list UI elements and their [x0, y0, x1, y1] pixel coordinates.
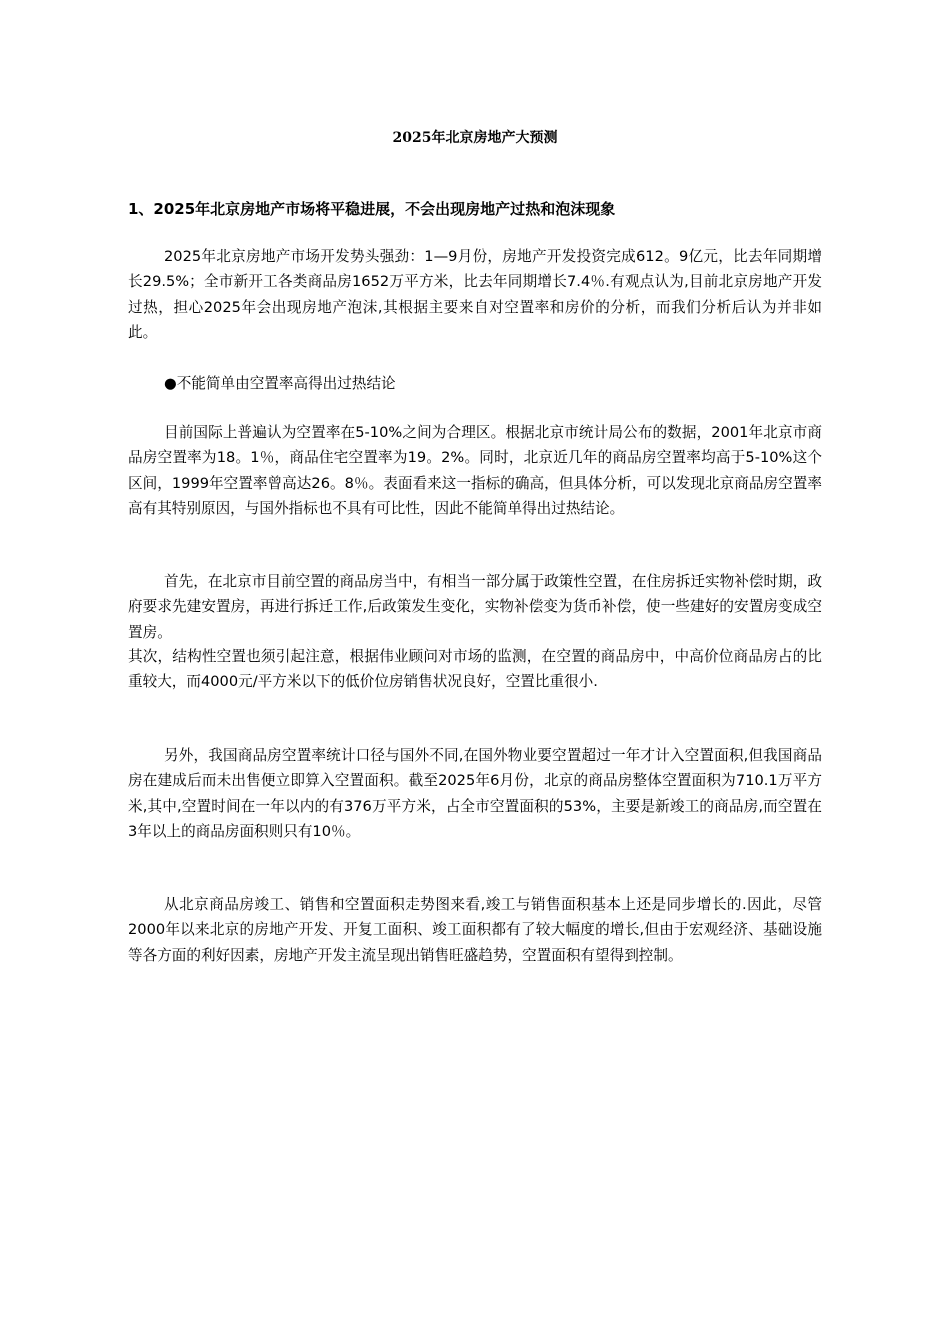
bullet-dot-icon: ●: [164, 375, 177, 392]
paragraph-statistics-methodology: 另外，我国商品房空置率统计口径与国外不同,在国外物业要空置超过一年才计入空置面积,但我国商品房在建成后而未出售便立即算入空置面积。截至2025年6月份，北京的商品房整体空置面积为710.1万平方米,其中,空置时间在一年以内的有376万平方米，占全市空置面积的53%，主要是新竣工的商品房,而空置在3年以上的商品房面积则只有10％。: [128, 747, 822, 840]
bullet-text: 不能简单由空置率高得出过热结论: [176, 375, 396, 392]
paragraph-vacancy-rate: 目前国际上普遍认为空置率在5-10%之间为合理区。根据北京市统计局公布的数据，2001年北京市商品房空置率为18。1％，商品住宅空置率为19。2%。同时，北京近几年的商品房空置率均高于5-10%这个区间，1999年空置率曾高达26。8％。表面看来这一指标的确高，但具体分析，可以发现北京商品房空置率高有其特别原因，与国外指标也不具有可比性，因此不能简单得出过热结论。: [128, 424, 822, 517]
paragraph-market-momentum: 2025年北京房地产市场开发势头强劲：1—9月份，房地产开发投资完成612。9亿元，比去年同期增长29.5%；全市新开工各类商品房1652万平方米，比去年同期增长7.4％.有观点认为,目前北京房地产开发过热，担心2025年会出现房地产泡沫,其根据主要来自对空置率和房价的分析，而我们分析后认为并非如此。: [128, 248, 822, 341]
section-heading: 1、2025年北京房地产市场将平稳进展，不会出现房地产过热和泡沫现象: [128, 200, 616, 218]
bullet-point: [164, 372, 396, 396]
paragraph-completion-trend: 从北京商品房竣工、销售和空置面积走势图来看,竣工与销售面积基本上还是同步增长的.因此，尽管2000年以来北京的房地产开发、开复工面积、竣工面积都有了较大幅度的增长,但由于宏观经济、基础设施等各方面的利好因素，房地产开发主流呈现出销售旺盛趋势，空置面积有望得到控制。: [128, 896, 822, 964]
paragraph-policy-vacancy: 首先，在北京市目前空置的商品房当中，有相当一部分属于政策性空置，在住房拆迁实物补偿时期，政府要求先建安置房，再进行拆迁工作,后政策发生变化，实物补偿变为货币补偿，使一些建好的安置房变成空置房。: [128, 573, 822, 641]
paragraph-structural-vacancy: 其次，结构性空置也须引起注意，根据伟业顾问对市场的监测，在空置的商品房中，中高价位商品房占的比重较大，而4000元/平方米以下的低价位房销售状况良好，空置比重很小.: [128, 648, 822, 691]
document-title: 2025年北京房地产大预测: [392, 130, 558, 146]
